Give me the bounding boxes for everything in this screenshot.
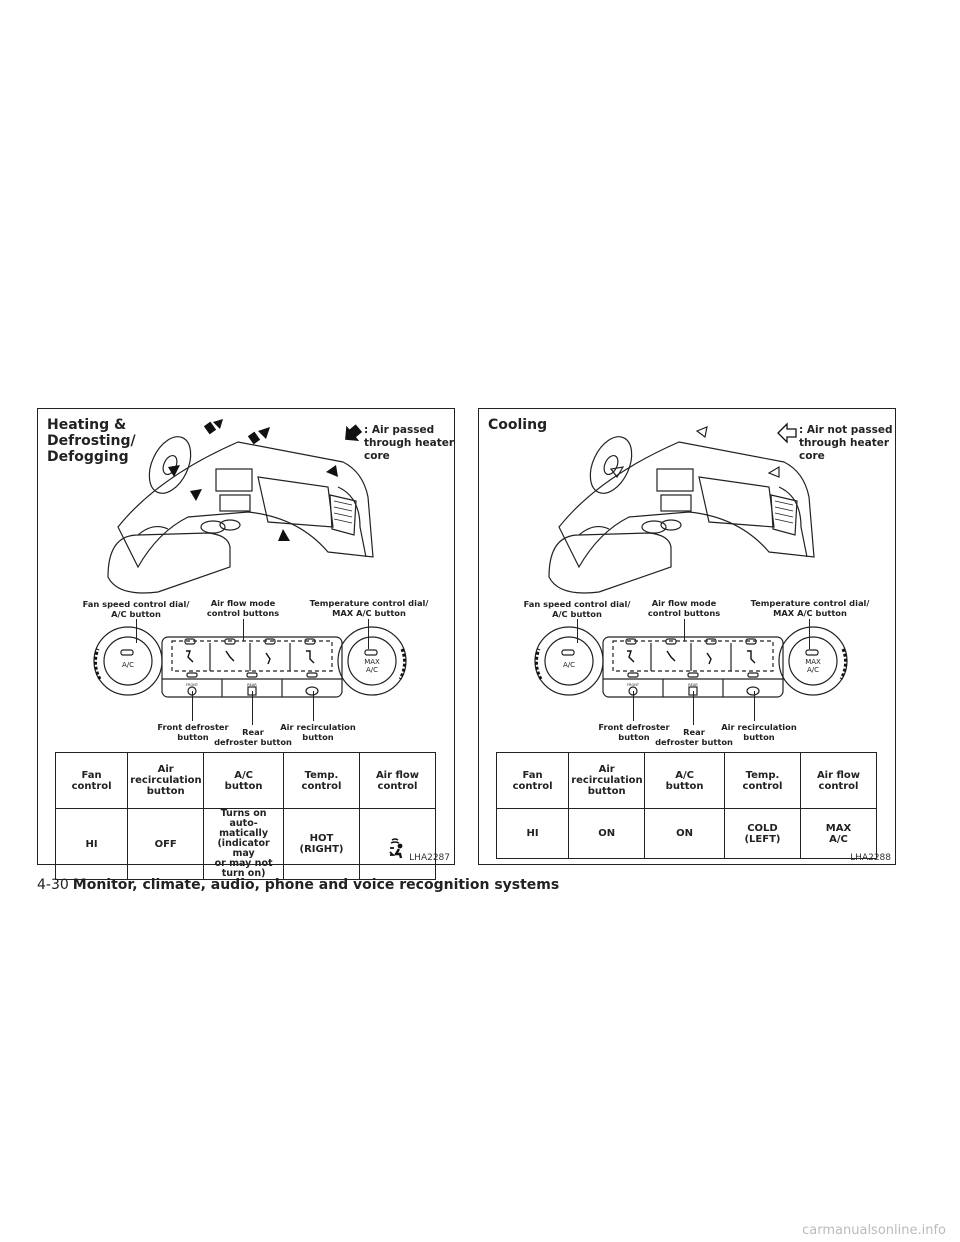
header-air-recirculation: Air recirculation button	[128, 753, 204, 809]
front-button-text: FRONT	[186, 683, 198, 687]
value-air-recirculation: OFF	[128, 809, 204, 880]
front-defroster-label: Front defroster button	[157, 722, 229, 742]
header-air-flow-control: Air flow control	[800, 753, 876, 809]
header-temp-control: Temp. control	[283, 753, 359, 809]
header-ac-button: A/C button	[204, 753, 284, 809]
figure-title: Cooling	[488, 417, 548, 433]
cooling-figure	[478, 408, 896, 865]
dashboard-illustration	[539, 417, 829, 597]
leader-line	[693, 691, 694, 725]
max-ac-dial-text: A/C	[365, 666, 379, 674]
air-flow-mode-label: Air flow mode control buttons	[647, 598, 721, 618]
leader-line	[252, 691, 253, 725]
figure-code: LHA2287	[409, 853, 450, 863]
header-ac-button: A/C button	[645, 753, 725, 809]
temperature-label: Temperature control dial/ MAX A/C button	[750, 598, 870, 618]
value-ac-button: ON	[645, 809, 725, 859]
ac-dial-text: A/C	[562, 661, 576, 669]
header-fan-control: Fan control	[56, 753, 128, 809]
header-air-recirculation: Air recirculation button	[569, 753, 645, 809]
front-defroster-label: Front defroster button	[598, 722, 670, 742]
air-recirculation-label: Air recirculation button	[721, 722, 797, 742]
dashboard-illustration	[98, 417, 388, 597]
header-temp-control: Temp. control	[724, 753, 800, 809]
heating-defrosting-figure	[37, 408, 455, 879]
rear-defroster-label: Rear defroster button	[214, 727, 292, 747]
value-temp-control: COLD (LEFT)	[724, 809, 800, 859]
max-dial-text: MAX	[364, 658, 380, 666]
leader-line	[754, 691, 755, 721]
max-dial-text: MAX	[805, 658, 821, 666]
value-fan-control: HI	[497, 809, 569, 859]
value-air-flow-control: MAX A/C	[800, 809, 876, 859]
air-recirculation-label: Air recirculation button	[280, 722, 356, 742]
front-button-text: FRONT	[627, 683, 639, 687]
value-temp-control: HOT (RIGHT)	[283, 809, 359, 880]
page-footer	[37, 877, 559, 893]
value-air-flow-control	[359, 809, 435, 880]
rear-defroster-label: Rear defroster button	[655, 727, 733, 747]
leader-line	[633, 691, 634, 721]
watermark: carmanualsonline.info	[802, 1223, 946, 1238]
value-ac-button: Turns on auto- matically (indicator may or may not turn on)	[204, 809, 284, 880]
settings-table	[496, 752, 877, 859]
figure-title: Heating & Defrosting/ Defogging	[47, 417, 136, 465]
temperature-label: Temperature control dial/ MAX A/C button	[309, 598, 429, 618]
figure-code: LHA2288	[850, 853, 891, 863]
page-number: 4-30	[37, 877, 69, 893]
header-fan-control: Fan control	[497, 753, 569, 809]
max-ac-dial-text: A/C	[806, 666, 820, 674]
settings-table	[55, 752, 436, 880]
ac-dial-text: A/C	[121, 661, 135, 669]
leader-line	[313, 691, 314, 721]
fan-speed-label: Fan speed control dial/ A/C button	[82, 599, 190, 619]
rear-button-text: REAR	[688, 683, 698, 687]
header-air-flow-control: Air flow control	[359, 753, 435, 809]
air-flow-mode-label: Air flow mode control buttons	[206, 598, 280, 618]
legend-text: : Air passed through heater core	[364, 424, 455, 462]
section-title: Monitor, climate, audio, phone and voice recognition systems	[72, 877, 560, 893]
rear-button-text: REAR	[247, 683, 257, 687]
value-air-recirculation: ON	[569, 809, 645, 859]
leader-line	[192, 691, 193, 721]
value-fan-control: HI	[56, 809, 128, 880]
legend-text: : Air not passed through heater core	[799, 424, 893, 462]
fan-speed-label: Fan speed control dial/ A/C button	[523, 599, 631, 619]
defrost-floor-airflow-icon	[385, 836, 409, 860]
